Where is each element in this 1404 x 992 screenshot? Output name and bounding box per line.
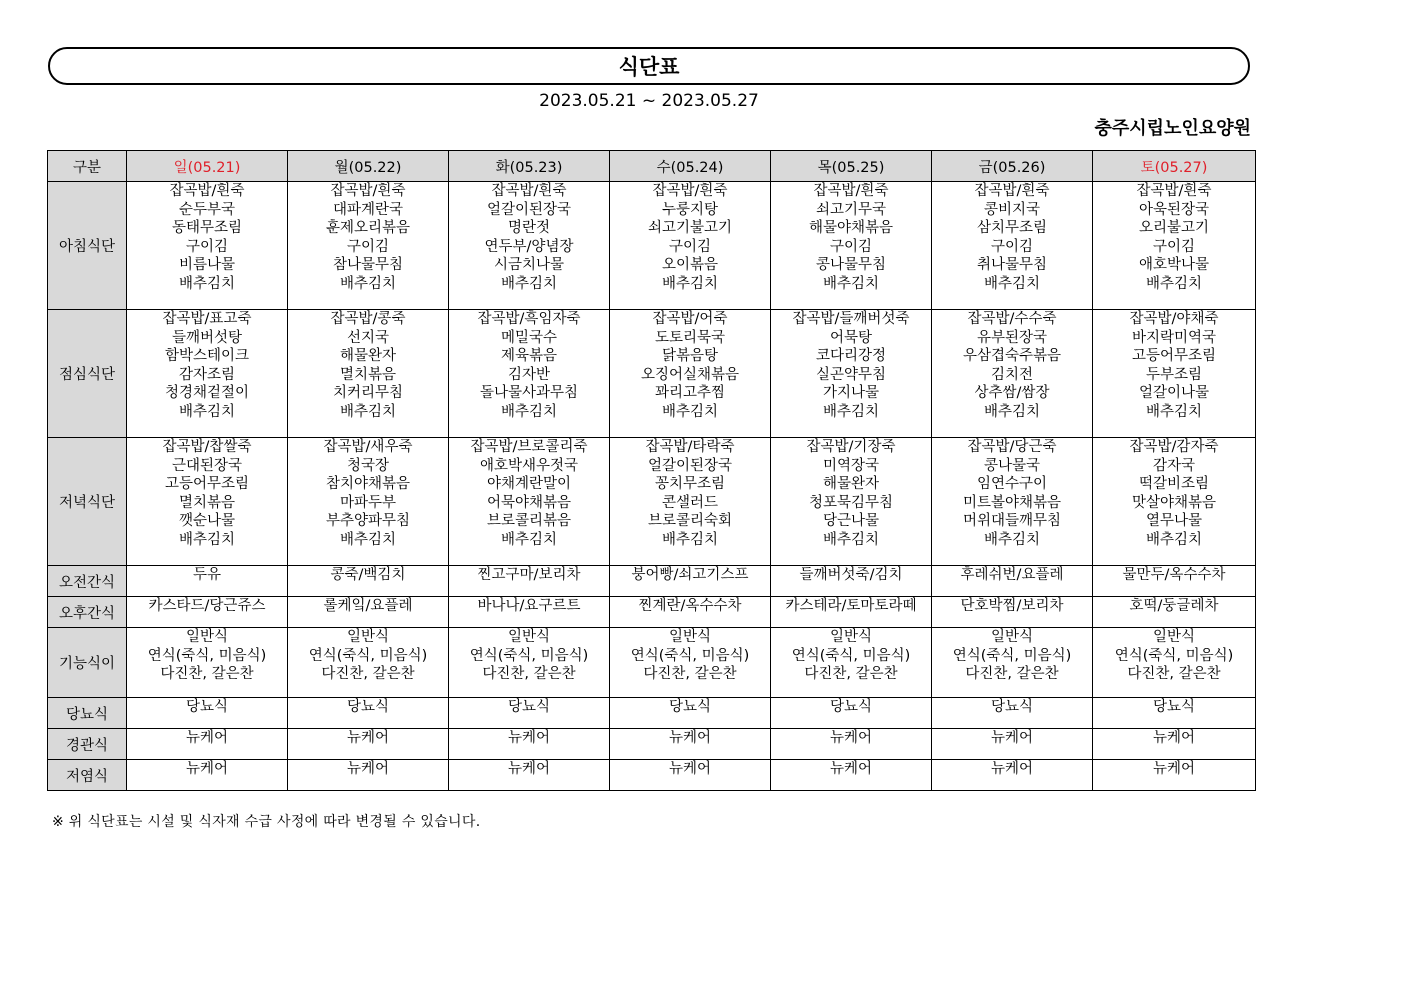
menu-item: 부추양파무침	[325, 513, 411, 530]
menu-item: 고등어무조림	[1131, 348, 1217, 365]
menu-cell	[127, 698, 288, 729]
menu-cell	[932, 760, 1093, 791]
menu-item: 브로콜리숙회	[647, 513, 733, 530]
menu-item: 삼치무조림	[976, 220, 1048, 237]
menu-item: 배추김치	[661, 531, 719, 548]
table-row	[48, 760, 1256, 791]
menu-item: 연식(죽식, 미음식)	[1114, 647, 1234, 664]
menu-item: 근대된장국	[171, 457, 243, 474]
menu-item: 배추김치	[822, 403, 880, 420]
menu-cell	[932, 310, 1093, 438]
menu-item: 치커리무침	[332, 385, 404, 402]
menu-item: 감자국	[1152, 457, 1196, 474]
menu-cell	[288, 698, 449, 729]
menu-item: 잡곡밥/흰죽	[813, 183, 889, 199]
menu-cell	[127, 628, 288, 698]
menu-cell	[288, 438, 449, 566]
menu-item: 연식(죽식, 미음식)	[147, 647, 267, 664]
menu-cell	[610, 597, 771, 628]
menu-cell	[127, 310, 288, 438]
menu-cell	[610, 566, 771, 597]
menu-item: 배추김치	[500, 531, 558, 548]
row-label: 당뇨식	[48, 698, 127, 729]
menu-item: 연식(죽식, 미음식)	[308, 647, 428, 664]
menu-item: 연두부/양념장	[484, 238, 574, 255]
menu-cell	[771, 438, 932, 566]
menu-item: 다진찬, 갈은찬	[643, 666, 737, 683]
menu-item: 애호박나물	[1138, 257, 1210, 274]
menu-cell	[771, 566, 932, 597]
menu-item: 마파두부	[339, 494, 397, 511]
menu-item: 뉴케어	[507, 761, 551, 777]
menu-item: 다진찬, 갈은찬	[160, 666, 254, 683]
header-day: 수(05.24)	[610, 151, 771, 182]
menu-item: 상추쌈/쌈장	[974, 385, 1050, 402]
menu-item: 쇠고기무국	[815, 201, 887, 218]
menu-item: 일반식	[185, 629, 229, 645]
menu-item: 당뇨식	[668, 699, 712, 715]
menu-item: 콩나물국	[983, 457, 1041, 474]
menu-item: 뉴케어	[346, 730, 390, 746]
menu-cell	[449, 729, 610, 760]
menu-cell	[771, 729, 932, 760]
menu-item: 꽁치무조림	[654, 476, 726, 493]
menu-item: 찐계란/옥수수차	[638, 598, 742, 614]
menu-cell	[1093, 698, 1256, 729]
row-label: 오전간식	[48, 566, 127, 597]
menu-item: 해물완자	[339, 348, 397, 365]
menu-item: 다진찬, 갈은찬	[482, 666, 576, 683]
menu-item: 당뇨식	[346, 699, 390, 715]
menu-item: 호떡/둥글레차	[1129, 598, 1219, 614]
menu-cell	[932, 698, 1093, 729]
menu-item: 닭볶음탕	[661, 348, 719, 365]
table-row	[48, 628, 1256, 698]
menu-item: 어묵탕	[829, 329, 873, 346]
menu-item: 잡곡밥/콩죽	[330, 311, 406, 327]
menu-item: 뉴케어	[1152, 761, 1196, 777]
menu-item: 구이김	[346, 238, 390, 255]
menu-item: 고등어무조림	[164, 476, 250, 493]
header-day: 월(05.22)	[288, 151, 449, 182]
header-day: 토(05.27)	[1093, 151, 1256, 182]
menu-item: 배추김치	[500, 275, 558, 292]
menu-cell	[771, 310, 932, 438]
menu-cell	[288, 597, 449, 628]
table-row	[48, 729, 1256, 760]
menu-item: 브로콜리볶음	[486, 513, 572, 530]
table-row	[48, 438, 1256, 566]
menu-item: 단호박찜/보리차	[960, 598, 1064, 614]
menu-item: 시금치나물	[493, 257, 565, 274]
menu-item: 실곤약무침	[815, 366, 887, 383]
menu-item: 청포묵김무침	[808, 494, 894, 511]
header-category: 구분	[48, 151, 127, 182]
menu-item: 김자반	[507, 366, 551, 383]
menu-item: 잡곡밥/흰죽	[1136, 183, 1212, 199]
menu-cell	[932, 438, 1093, 566]
menu-item: 미트볼야채볶음	[962, 494, 1062, 511]
menu-item: 배추김치	[1145, 275, 1203, 292]
menu-item: 오이볶음	[661, 257, 719, 274]
menu-item: 오리불고기	[1138, 220, 1210, 237]
menu-cell	[1093, 729, 1256, 760]
menu-item: 잡곡밥/흑임자죽	[477, 311, 581, 327]
menu-item: 콘샐러드	[661, 494, 719, 511]
menu-cell	[1093, 310, 1256, 438]
row-label: 경관식	[48, 729, 127, 760]
menu-item: 찐고구마/보리차	[477, 567, 581, 583]
menu-cell	[127, 182, 288, 310]
menu-item: 떡갈비조림	[1138, 476, 1210, 493]
menu-cell	[127, 597, 288, 628]
menu-item: 다진찬, 갈은찬	[804, 666, 898, 683]
menu-item: 배추김치	[822, 275, 880, 292]
menu-item: 제육볶음	[500, 348, 558, 365]
footnote: ※ 위 식단표는 시설 및 식자재 수급 사정에 따라 변경될 수 있습니다.	[52, 814, 481, 830]
menu-item: 얼갈이된장국	[647, 457, 733, 474]
menu-item: 유부된장국	[976, 329, 1048, 346]
date-range: 2023.05.21 ~ 2023.05.27	[539, 91, 759, 111]
menu-item: 구이김	[990, 238, 1034, 255]
menu-cell	[1093, 597, 1256, 628]
menu-item: 얼갈이나물	[1138, 385, 1210, 402]
menu-cell	[932, 729, 1093, 760]
menu-item: 배추김치	[339, 275, 397, 292]
menu-item: 배추김치	[178, 275, 236, 292]
menu-cell	[771, 628, 932, 698]
menu-item: 명란젓	[507, 220, 551, 237]
table-row	[48, 597, 1256, 628]
menu-item: 일반식	[1152, 629, 1196, 645]
menu-item: 잡곡밥/흰죽	[491, 183, 567, 199]
menu-item: 일반식	[507, 629, 551, 645]
menu-item: 열무나물	[1145, 513, 1203, 530]
menu-item: 오징어실채볶음	[640, 366, 740, 383]
menu-item: 카스테라/토마토라떼	[785, 598, 917, 614]
menu-item: 김치전	[990, 366, 1034, 383]
menu-item: 멸치볶음	[178, 494, 236, 511]
menu-item: 물만두/옥수수차	[1122, 567, 1226, 583]
menu-cell	[610, 438, 771, 566]
menu-item: 후레쉬번/요플레	[960, 567, 1064, 583]
menu-item: 배추김치	[500, 403, 558, 420]
menu-item: 배추김치	[178, 531, 236, 548]
menu-item: 청국장	[346, 457, 390, 474]
menu-cell	[288, 760, 449, 791]
menu-item: 해물완자	[822, 476, 880, 493]
menu-item: 구이김	[1152, 238, 1196, 255]
menu-item: 들깨버섯탕	[171, 329, 243, 346]
menu-item: 잡곡밥/수수죽	[967, 311, 1057, 327]
menu-item: 멸치볶음	[339, 366, 397, 383]
menu-cell	[932, 628, 1093, 698]
menu-item: 배추김치	[983, 531, 1041, 548]
menu-item: 배추김치	[983, 403, 1041, 420]
menu-item: 우삼겹숙주볶음	[962, 348, 1062, 365]
header-row	[48, 151, 1256, 182]
menu-item: 두유	[192, 567, 221, 583]
menu-item: 뉴케어	[1152, 730, 1196, 746]
menu-item: 뉴케어	[990, 730, 1034, 746]
table-row	[48, 182, 1256, 310]
menu-item: 참치야채볶음	[325, 476, 411, 493]
menu-item: 구이김	[668, 238, 712, 255]
menu-cell	[610, 310, 771, 438]
row-label: 아침식단	[48, 182, 127, 310]
menu-item: 잡곡밥/브로콜리죽	[470, 439, 588, 455]
menu-cell	[127, 438, 288, 566]
menu-item: 잡곡밥/들깨버섯죽	[792, 311, 910, 327]
menu-item: 뉴케어	[668, 761, 712, 777]
menu-item: 배추김치	[178, 403, 236, 420]
menu-item: 잡곡밥/흰죽	[974, 183, 1050, 199]
menu-item: 연식(죽식, 미음식)	[630, 647, 750, 664]
menu-item: 연식(죽식, 미음식)	[469, 647, 589, 664]
row-label: 오후간식	[48, 597, 127, 628]
menu-cell	[288, 566, 449, 597]
menu-item: 배추김치	[339, 531, 397, 548]
header-day: 목(05.25)	[771, 151, 932, 182]
menu-item: 구이김	[185, 238, 229, 255]
menu-item: 뉴케어	[829, 730, 873, 746]
menu-item: 꽈리고추찜	[654, 385, 726, 402]
menu-item: 당근나물	[822, 513, 880, 530]
menu-item: 해물야채볶음	[808, 220, 894, 237]
menu-item: 콩죽/백김치	[330, 567, 406, 583]
menu-item: 감자조림	[178, 366, 236, 383]
menu-item: 임연수구이	[976, 476, 1048, 493]
table-row	[48, 310, 1256, 438]
menu-item: 뉴케어	[829, 761, 873, 777]
menu-item: 깻순나물	[178, 513, 236, 530]
menu-item: 도토리묵국	[654, 329, 726, 346]
menu-item: 비름나물	[178, 257, 236, 274]
menu-cell	[449, 182, 610, 310]
menu-cell	[932, 597, 1093, 628]
menu-item: 뉴케어	[346, 761, 390, 777]
menu-table	[47, 150, 1256, 791]
menu-item: 어묵야채볶음	[486, 494, 572, 511]
menu-item: 당뇨식	[829, 699, 873, 715]
menu-item: 얼갈이된장국	[486, 201, 572, 218]
menu-item: 가지나물	[822, 385, 880, 402]
menu-item: 붕어빵/쇠고기스프	[631, 567, 749, 583]
menu-item: 참나물무침	[332, 257, 404, 274]
menu-item: 돌나물사과무침	[479, 385, 579, 402]
menu-item: 잡곡밥/감자죽	[1129, 439, 1219, 455]
menu-item: 잡곡밥/찹쌀죽	[162, 439, 252, 455]
menu-item: 롤케잌/요플레	[323, 598, 413, 614]
header-day: 일(05.21)	[127, 151, 288, 182]
menu-item: 훈제오리볶음	[325, 220, 411, 237]
menu-cell	[127, 729, 288, 760]
menu-item: 뉴케어	[990, 761, 1034, 777]
table-row	[48, 566, 1256, 597]
menu-item: 코다리강정	[815, 348, 887, 365]
menu-item: 일반식	[668, 629, 712, 645]
menu-item: 배추김치	[339, 403, 397, 420]
menu-item: 콩나물무침	[815, 257, 887, 274]
menu-cell	[127, 760, 288, 791]
menu-item: 당뇨식	[507, 699, 551, 715]
menu-cell	[610, 729, 771, 760]
menu-cell	[771, 597, 932, 628]
menu-item: 청경채겉절이	[164, 385, 250, 402]
row-label: 저염식	[48, 760, 127, 791]
menu-cell	[1093, 628, 1256, 698]
menu-cell	[449, 438, 610, 566]
menu-cell	[932, 566, 1093, 597]
menu-item: 배추김치	[1145, 531, 1203, 548]
menu-item: 잡곡밥/기장죽	[806, 439, 896, 455]
menu-item: 순두부국	[178, 201, 236, 218]
menu-cell	[1093, 182, 1256, 310]
menu-cell	[449, 760, 610, 791]
menu-item: 다진찬, 갈은찬	[1127, 666, 1221, 683]
menu-item: 일반식	[829, 629, 873, 645]
menu-cell	[449, 628, 610, 698]
menu-cell	[610, 182, 771, 310]
menu-item: 잡곡밥/흰죽	[652, 183, 728, 199]
menu-item: 배추김치	[661, 275, 719, 292]
menu-item: 뉴케어	[185, 730, 229, 746]
menu-item: 뉴케어	[668, 730, 712, 746]
menu-item: 잡곡밥/표고죽	[162, 311, 252, 327]
menu-item: 메밀국수	[500, 329, 558, 346]
menu-item: 구이김	[829, 238, 873, 255]
menu-cell	[771, 182, 932, 310]
menu-cell	[932, 182, 1093, 310]
menu-item: 배추김치	[983, 275, 1041, 292]
row-label: 점심식단	[48, 310, 127, 438]
menu-cell	[610, 698, 771, 729]
menu-item: 배추김치	[822, 531, 880, 548]
menu-item: 잡곡밥/흰죽	[330, 183, 406, 199]
menu-item: 미역장국	[822, 457, 880, 474]
menu-cell	[127, 566, 288, 597]
menu-cell	[610, 628, 771, 698]
menu-item: 연식(죽식, 미음식)	[791, 647, 911, 664]
menu-item: 들깨버섯죽/김치	[799, 567, 903, 583]
row-label: 기능식이	[48, 628, 127, 698]
menu-item: 다진찬, 갈은찬	[965, 666, 1059, 683]
menu-item: 뉴케어	[507, 730, 551, 746]
menu-item: 잡곡밥/당근죽	[967, 439, 1057, 455]
menu-item: 배추김치	[661, 403, 719, 420]
menu-item: 당뇨식	[990, 699, 1034, 715]
menu-item: 일반식	[990, 629, 1034, 645]
menu-item: 잡곡밥/야채죽	[1129, 311, 1219, 327]
header-day: 화(05.23)	[449, 151, 610, 182]
menu-cell	[1093, 760, 1256, 791]
menu-item: 뉴케어	[185, 761, 229, 777]
menu-item: 바지락미역국	[1131, 329, 1217, 346]
menu-item: 대파계란국	[332, 201, 404, 218]
header-day: 금(05.26)	[932, 151, 1093, 182]
menu-cell	[288, 729, 449, 760]
menu-cell	[288, 310, 449, 438]
menu-item: 야채계란말이	[486, 476, 572, 493]
menu-item: 두부조림	[1145, 366, 1203, 383]
menu-cell	[771, 760, 932, 791]
menu-item: 연식(죽식, 미음식)	[952, 647, 1072, 664]
menu-item: 바나나/요구르트	[477, 598, 581, 614]
menu-item: 당뇨식	[1152, 699, 1196, 715]
menu-item: 당뇨식	[185, 699, 229, 715]
menu-cell	[449, 698, 610, 729]
menu-cell	[771, 698, 932, 729]
menu-cell	[449, 566, 610, 597]
menu-item: 카스타드/당근쥬스	[148, 598, 266, 614]
menu-item: 아욱된장국	[1138, 201, 1210, 218]
menu-item: 잡곡밥/새우죽	[323, 439, 413, 455]
menu-cell	[449, 310, 610, 438]
row-label: 저녁식단	[48, 438, 127, 566]
menu-item: 취나물무침	[976, 257, 1048, 274]
menu-cell	[610, 760, 771, 791]
organization-name: 충주시립노인요양원	[1094, 118, 1251, 139]
menu-item: 함박스테이크	[164, 348, 250, 365]
menu-item: 애호박새우젓국	[479, 457, 579, 474]
menu-item: 선지국	[346, 329, 390, 346]
page-title: 식단표	[48, 47, 1250, 85]
menu-item: 콩비지국	[983, 201, 1041, 218]
menu-cell	[288, 628, 449, 698]
menu-cell	[1093, 438, 1256, 566]
menu-item: 잡곡밥/어죽	[652, 311, 728, 327]
menu-item: 누룽지탕	[661, 201, 719, 218]
menu-item: 맛살야채볶음	[1131, 494, 1217, 511]
menu-item: 배추김치	[1145, 403, 1203, 420]
menu-item: 동태무조림	[171, 220, 243, 237]
menu-item: 쇠고기불고기	[647, 220, 733, 237]
menu-item: 머위대들깨무침	[962, 513, 1062, 530]
menu-cell	[288, 182, 449, 310]
menu-cell	[449, 597, 610, 628]
table-row	[48, 698, 1256, 729]
menu-cell	[1093, 566, 1256, 597]
menu-item: 잡곡밥/타락죽	[645, 439, 735, 455]
menu-item: 다진찬, 갈은찬	[321, 666, 415, 683]
menu-item: 일반식	[346, 629, 390, 645]
menu-item: 잡곡밥/흰죽	[169, 183, 245, 199]
